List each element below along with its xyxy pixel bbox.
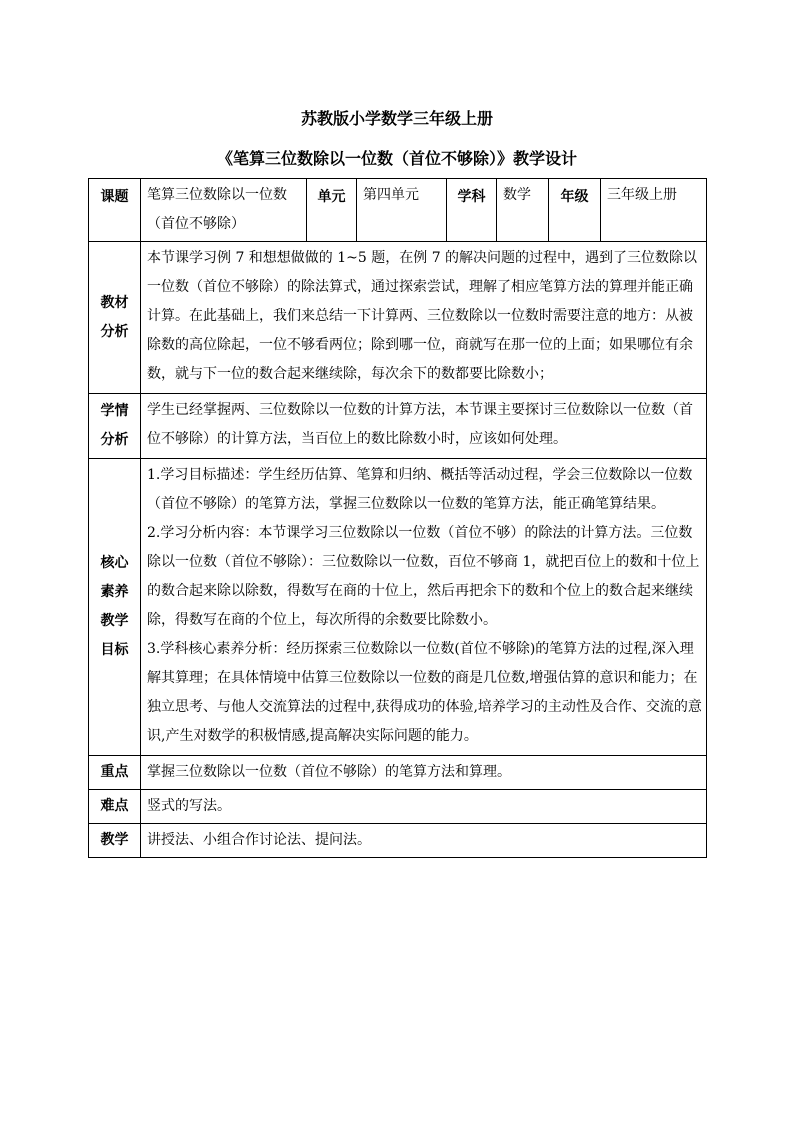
textbook-analysis-label: 教材 分析 (89, 242, 141, 394)
key-point-text: 掌握三位数除以一位数（首位不够除）的笔算方法和算理。 (141, 756, 707, 790)
subject-label: 学科 (447, 179, 497, 242)
lesson-plan-table (88, 178, 707, 858)
textbook-analysis-text: 本节课学习例 7 和想想做做的 1~5 题，在例 7 的解决问题的过程中，遇到了三位数除以一位数（首位不够除）的除法算式，通过探索尝试，理解了相应笔算方法的算理并能正确计算。在此基础上，我们来总结一下计算两、三位数除以一位数时需要注意的地方：从被除数的高位除起，一位不够看两位；除到哪一位，商就写在那一位的上面；如果哪位有余数，就与下一位的数合起来继续除，每次余下的数都要比除数小； (141, 242, 707, 394)
method-text: 讲授法、小组合作讨论法、提问法。 (141, 824, 707, 858)
method-row (89, 824, 707, 858)
student-analysis-row (89, 394, 707, 459)
student-analysis-text: 学生已经掌握两、三位数除以一位数的计算方法，本节课主要探讨三位数除以一位数（首位不够除）的计算方法，当百位上的数比除数小时，应该如何处理。 (141, 394, 707, 459)
student-analysis-label: 学情 分析 (89, 394, 141, 459)
key-point-row (89, 756, 707, 790)
subject-value: 数学 (497, 179, 549, 242)
topic-value: 笔算三位数除以一位数（首位不够除） (141, 179, 307, 242)
document-subtitle: 《笔算三位数除以一位数（首位不够除）》教学设计 (216, 149, 577, 168)
difficulty-row (89, 790, 707, 824)
difficulty-text: 竖式的写法。 (141, 790, 707, 824)
key-point-label: 重点 (89, 756, 141, 790)
goal-item: 1.学习目标描述：学生经历估算、笔算和归纳、概括等活动过程，学会三位数除以一位数（首位不够除）的笔算方法，掌握三位数除以一位数的笔算方法，能正确笔算结果。 (147, 467, 693, 512)
grade-value: 三年级上册 (601, 179, 707, 242)
goal-item: 3.学科核心素养分析：经历探索三位数除以一位数(首位不够除)的笔算方法的过程,深入理解其算理；在具体情境中估算三位数除以一位数的商是几位数,增强估算的意识和能力；在独立思考、与他人交流算法的过程中,获得成功的体验,培养学习的主动性及合作、交流的意识,产生对数学的积极情感,提高解决实际问题的能力。 (147, 641, 702, 744)
document-title: 苏教版小学数学三年级上册 (300, 109, 493, 128)
unit-label: 单元 (307, 179, 357, 242)
textbook-analysis-row (89, 242, 707, 394)
method-label: 教学 (89, 824, 141, 858)
unit-value: 第四单元 (357, 179, 447, 242)
info-row (89, 179, 707, 242)
core-goals-label: 核心 素养 教学 目标 (89, 459, 141, 756)
core-goals-row (89, 459, 707, 756)
core-goals-text (141, 459, 707, 756)
grade-label: 年级 (549, 179, 601, 242)
difficulty-label: 难点 (89, 790, 141, 824)
goal-item: 2.学习分析内容：本节课学习三位数除以一位数（首位不够）的除法的计算方法。三位数除以一位数（首位不够除）：三位数除以一位数，百位不够商 1，就把百位上的数和十位上的数合起来除以除数，得数写在商的十位上，然后再把余下的数和个位上的数合起来继续除，得数写在商的个位上，每次所得的余数要比除数小。 (147, 525, 700, 628)
topic-label: 课题 (89, 179, 141, 242)
